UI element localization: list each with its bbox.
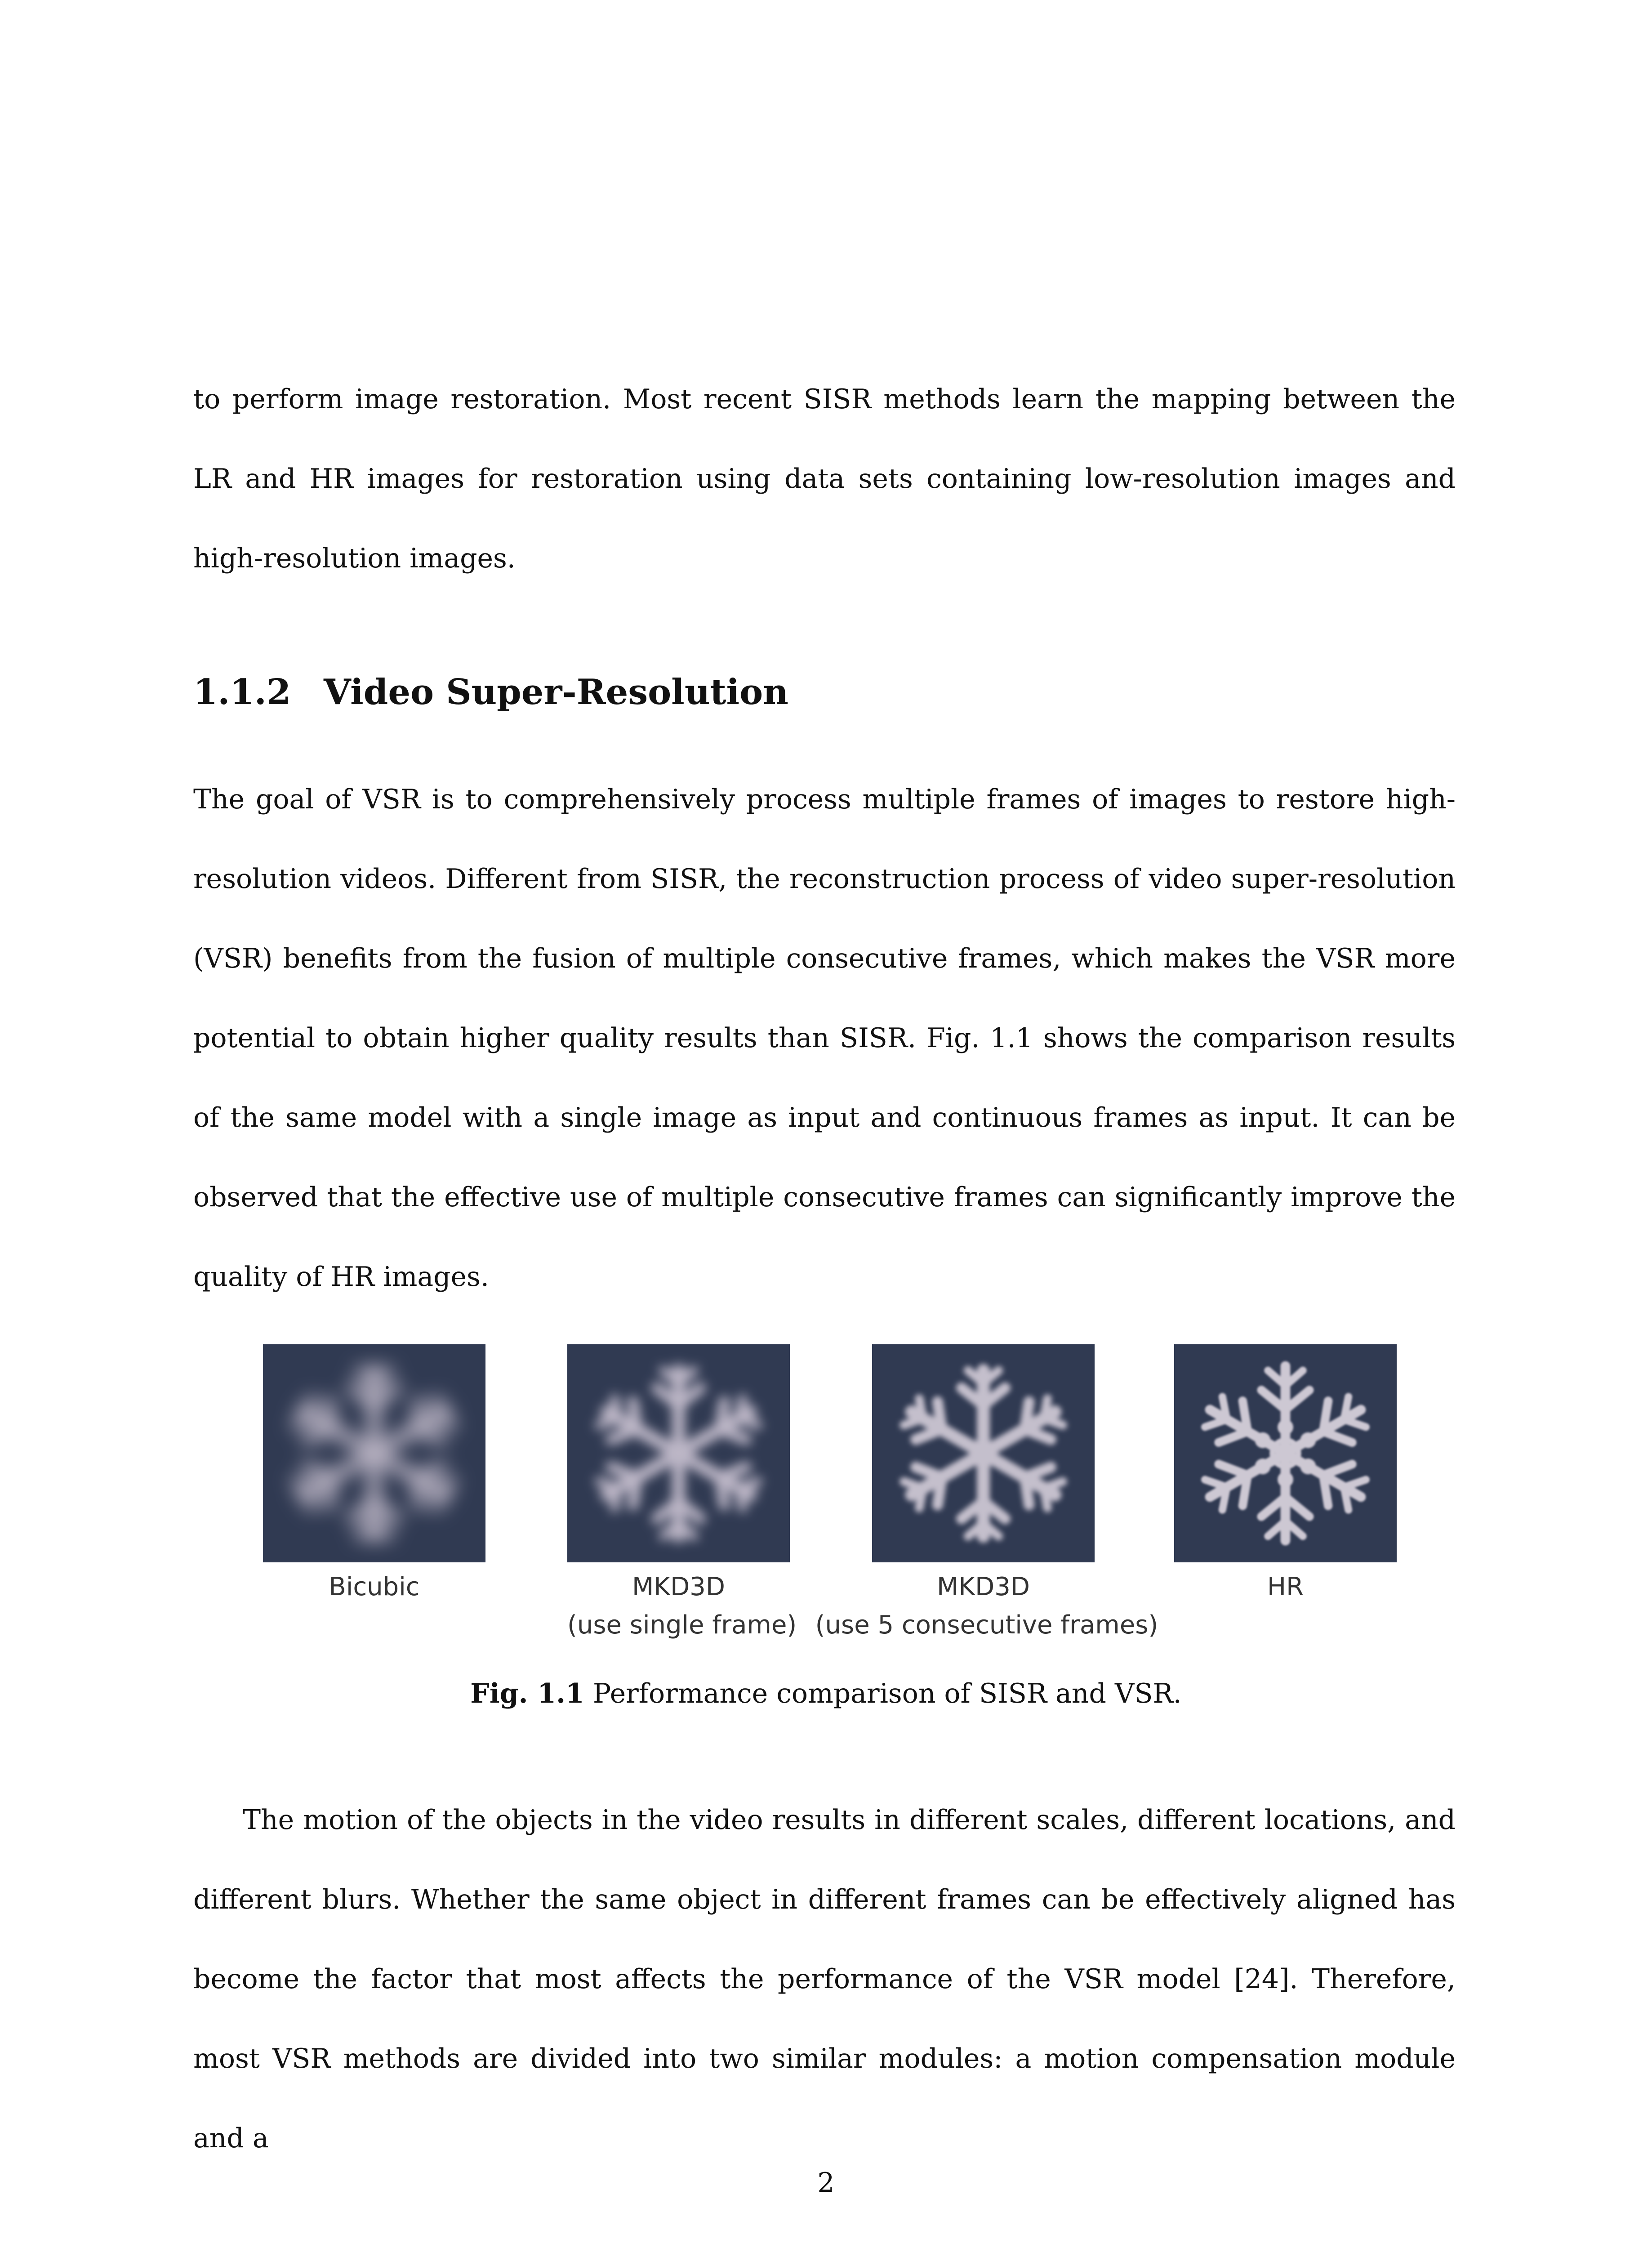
- panel-label-bicubic: Bicubic: [329, 1572, 420, 1601]
- figure-panel-bicubic: [263, 1344, 485, 1562]
- snowflake-image-five-frames: [872, 1344, 1095, 1562]
- panel-label-five-frames-line1: MKD3D: [937, 1572, 1030, 1601]
- panel-label-hr: HR: [1267, 1572, 1304, 1601]
- panel-label-five-frames-line2: (use 5 consecutive frames): [815, 1610, 1158, 1640]
- body-paragraph-1: to perform image restoration. Most recent SISR methods learn the mapping between the LR and HR images for restoration using data sets containing low-resolution images and high-resolution images.: [193, 384, 1456, 574]
- snowflake-image-hr: [1174, 1344, 1397, 1562]
- figure-panel-mkd3d-five-frames: [872, 1344, 1095, 1562]
- body-paragraph-3: The motion of the objects in the video results in different scales, different locations, and different blurs. Whether the same object in different frames can be effectively aligned has become the factor that most affects the performance of the VSR model [24]. Therefore, most VSR methods are divided into two similar modules: a motion compensation module and a: [193, 1804, 1456, 2154]
- figure-caption-text: Performance comparison of SISR and VSR.: [592, 1678, 1182, 1709]
- snowflake-image-bicubic: [263, 1344, 485, 1562]
- section-number: 1.1.2: [193, 672, 291, 713]
- figure-caption-label: Fig. 1.1: [470, 1678, 584, 1709]
- figure-caption: [0, 1673, 1652, 1714]
- section-title: Video Super-Resolution: [324, 672, 788, 713]
- body-paragraph-2: The goal of VSR is to comprehensively process multiple frames of images to restore high-resolution videos. Different from SISR, the reconstruction process of video super-resolution (VSR) benefits from the fusion of multiple consecutive frames, which makes the VSR more potential to obtain higher quality results than SISR. Fig. 1.1 shows the comparison results of the same model with a single image as input and continuous frames as input. It can be observed that the effective use of multiple consecutive frames can significantly improve the quality of HR images.: [193, 784, 1456, 1293]
- page-number: 2: [817, 2167, 835, 2199]
- snowflake-image-single-frame: [567, 1344, 790, 1562]
- figure-panel-hr: [1174, 1344, 1397, 1562]
- figure-panel-mkd3d-single-frame: [567, 1344, 790, 1562]
- panel-label-single-frame-line2: (use single frame): [567, 1610, 797, 1640]
- section-heading: [193, 670, 788, 715]
- panel-label-single-frame-line1: MKD3D: [632, 1572, 725, 1601]
